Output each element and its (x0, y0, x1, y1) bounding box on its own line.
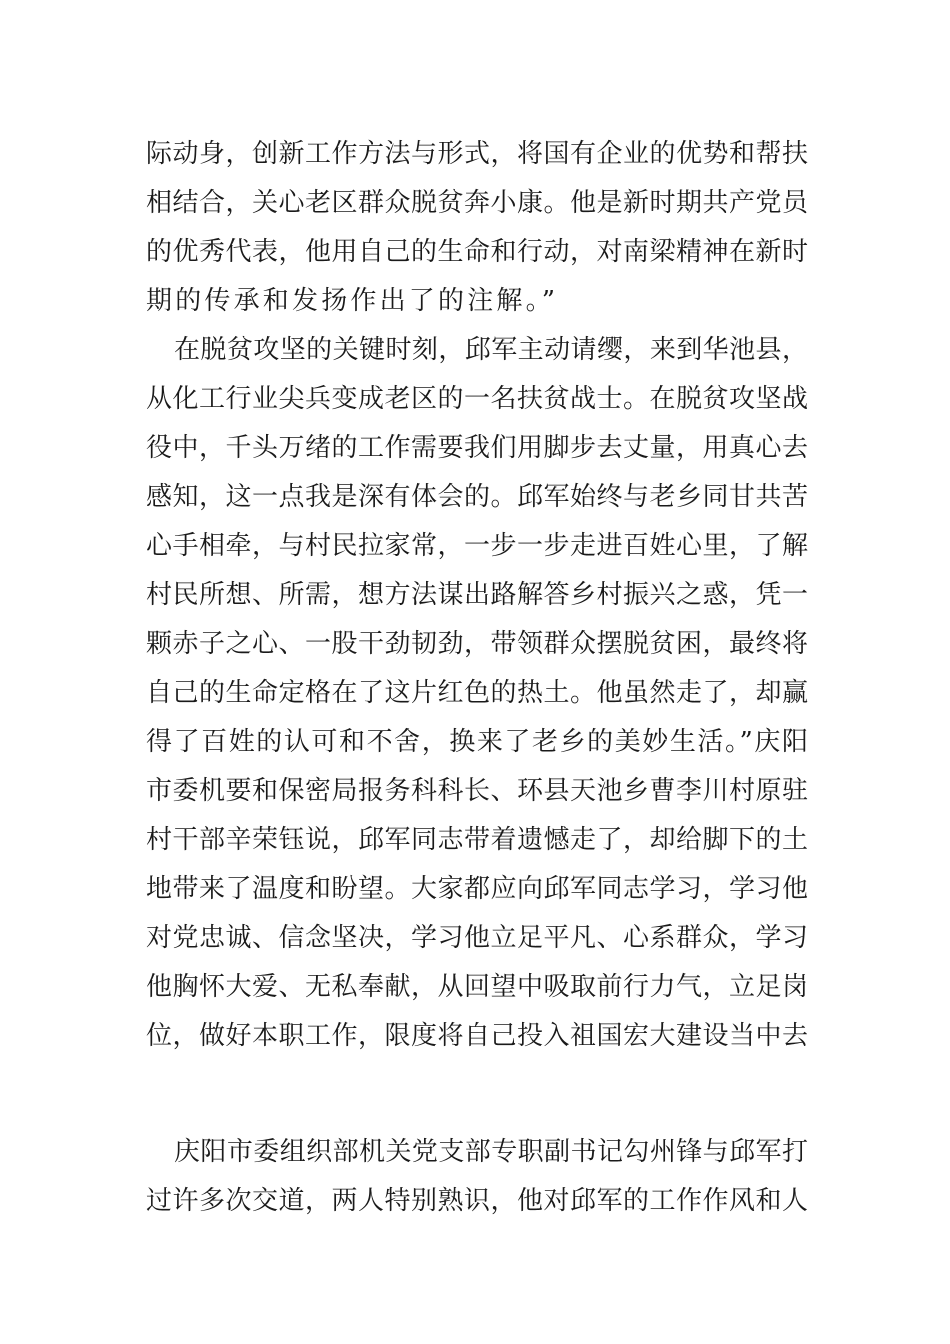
text-line: 村干部辛荣钰说，邱军同志带着遗憾走了，却给脚下的土 (146, 825, 808, 855)
text-line: 际动身，创新工作方法与形式，将国有企业的优势和帮扶 (146, 139, 808, 169)
text-line: 市委机要和保密局报务科科长、环县天池乡曹李川村原驻 (146, 776, 808, 806)
text-line: 感知，这一点我是深有体会的。邱军始终与老乡同甘共苦 (146, 482, 808, 512)
text-line: 过许多次交道，两人特别熟识，他对邱军的工作作风和人 (146, 1186, 808, 1216)
text-line: 得了百姓的认可和不舍，换来了老乡的美妙生活。”庆阳 (146, 727, 808, 757)
text-line: 对党忠诚、信念坚决，学习他立足平凡、心系群众，学习 (146, 923, 808, 953)
text-line: 地带来了温度和盼望。大家都应向邱军同志学习，学习他 (146, 874, 808, 904)
text-line: 心手相牵，与村民拉家常，一步一步走进百姓心里，了解 (146, 531, 808, 561)
text-line: 的优秀代表，他用自己的生命和行动，对南梁精神在新时 (146, 237, 808, 267)
text-line: 村民所想、所需，想方法谋出路解答乡村振兴之惑，凭一 (146, 580, 808, 610)
text-line: 相结合，关心老区群众脱贫奔小康。他是新时期共产党员 (146, 188, 808, 218)
text-line: 在脱贫攻坚的关键时刻，邱军主动请缨，来到华池县， (174, 335, 808, 365)
text-line: 位，做好本职工作，限度将自己投入祖国宏大建设当中去 (146, 1021, 808, 1051)
paragraph-1 (146, 130, 808, 326)
text-line: 颗赤子之心、一股干劲韧劲，带领群众摆脱贫困，最终将 (146, 629, 808, 659)
text-line: 他胸怀大爱、无私奉献，从回望中吸取前行力气，立足岗 (146, 972, 808, 1002)
text-line: 庆阳市委组织部机关党支部专职副书记勾州锋与邱军打 (174, 1137, 808, 1167)
paragraph-2 (146, 326, 808, 1061)
text-line: 期的传承和发扬作出了的注解。” (146, 286, 559, 316)
text-line: 从化工行业尖兵变成老区的一名扶贫战士。在脱贫攻坚战 (146, 384, 808, 414)
text-line: 役中，千头万绪的工作需要我们用脚步去丈量，用真心去 (146, 433, 808, 463)
paragraph-3 (146, 1128, 808, 1226)
text-line: 自己的生命定格在了这片红色的热土。他虽然走了，却赢 (146, 678, 808, 708)
